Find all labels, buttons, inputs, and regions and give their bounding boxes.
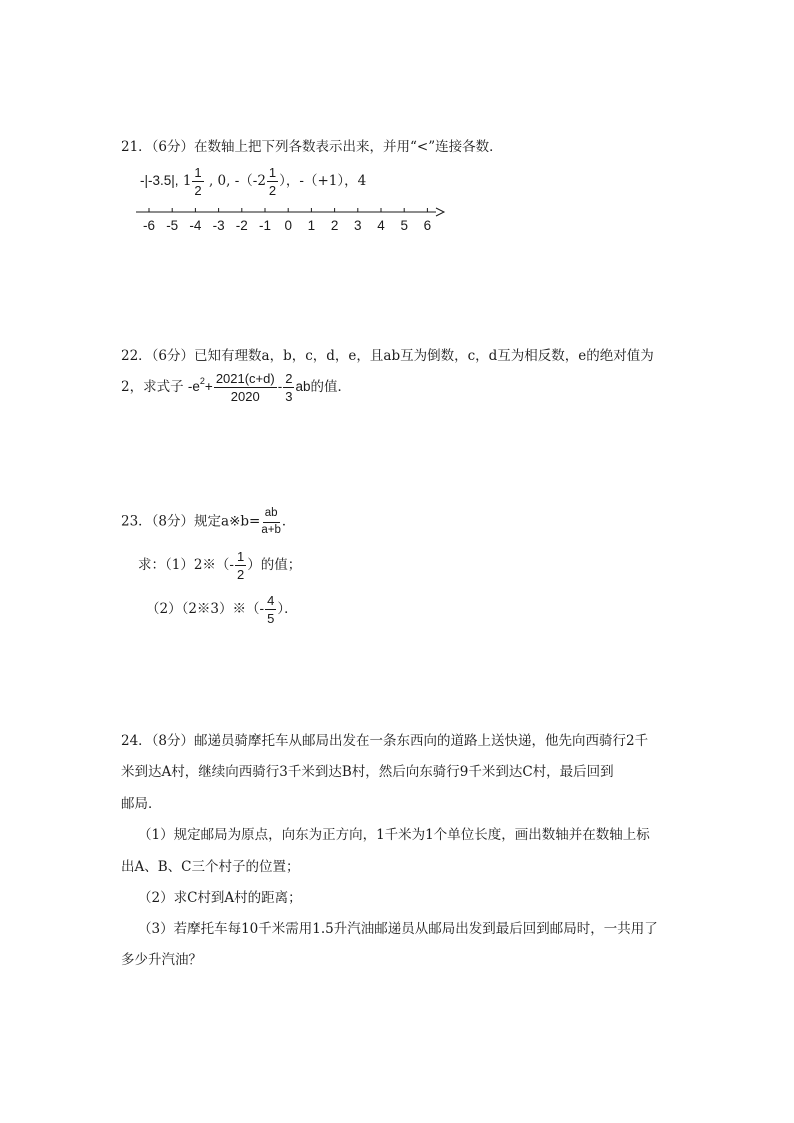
q22-f-num: 2021(c+d): [215, 371, 275, 386]
q23-p2-den: 5: [267, 611, 275, 626]
tick-label: 6: [423, 218, 432, 233]
q24-line3: 邮局．: [121, 796, 162, 812]
tick-label: -6: [142, 218, 156, 233]
tick-label: -1: [258, 218, 272, 233]
q23-p1-den: 2: [237, 567, 245, 582]
q24-line1: 24．（8分）邮递员骑摩托车从邮局出发在一条东西向的道路上送快递，他先向西骑行2千: [121, 733, 649, 749]
q22-term1: -e: [187, 379, 200, 394]
q23-p2-num: 4: [267, 593, 275, 608]
tick-label: 0: [284, 218, 292, 233]
q24-part2: （2）求C村到A村的距离；: [138, 890, 302, 906]
q23-p1-post: ）的值；: [247, 557, 302, 573]
q21-n3-frac: [267, 166, 278, 197]
q22-g-den: 3: [285, 389, 293, 404]
q23-p1-fraction: [235, 550, 246, 581]
q22-tail: 的值．: [310, 379, 351, 395]
q21-n2-frac: [192, 166, 203, 197]
tick-label: 2: [330, 218, 339, 233]
q23-part2: [146, 594, 298, 625]
q23-definition-fraction: [261, 508, 281, 536]
q23-p2-pre: （2）（2※3）※（-: [146, 601, 265, 617]
q22-exp: 2: [199, 376, 205, 386]
tick-label: 5: [400, 218, 408, 233]
tick-label: -3: [212, 218, 225, 233]
q24-part3-a: （3）若摩托车每10千米需用1.5升汽油邮递员从邮局出发到最后回到邮局时，一共用了: [138, 921, 658, 937]
q21-heading: 21．（6分）在数轴上把下列各数表示出来，并用“<”连接各数．: [121, 139, 503, 155]
q21-n4: ），-（+1），4: [279, 173, 367, 189]
q23-part1: [138, 550, 301, 581]
q24-line2: 米到达A村，继续向西骑行3千米到达B村，然后向东骑行9千米到达C村，最后回到: [121, 764, 614, 780]
tick-label: -5: [166, 218, 179, 233]
q22-line1: 22．（6分）已知有理数a，b，c，d，e，且ab互为倒数，c，d互为相反数，e的绝对值为: [121, 348, 654, 364]
axis-arrow-icon: [436, 208, 444, 216]
q22-fraction-1: [214, 372, 277, 403]
q23-f-den: a+b: [261, 523, 281, 536]
q24-part1-a: （1）规定邮局为原点，向东为正方向，1千米为1个单位长度，画出数轴并在数轴上标: [138, 827, 650, 843]
q21-n3-den: 2: [268, 183, 277, 198]
q22-plus: +: [204, 379, 213, 394]
q22-fraction-2: [283, 372, 294, 403]
q23-heading: [121, 508, 295, 536]
q22-minus: -: [277, 379, 283, 394]
q22-ab: ab: [295, 379, 311, 394]
q21-n2-den: 2: [194, 183, 202, 198]
q21-n2-num: 1: [194, 165, 202, 180]
q23-p1-num: 1: [237, 549, 245, 564]
q21-n1: -|-3.5|,: [140, 173, 179, 188]
q21-n3-num: 1: [268, 165, 277, 180]
tick-label: -4: [189, 218, 202, 233]
tick-label: 3: [354, 218, 362, 233]
q24-part3-b: 多少升汽油？: [121, 952, 202, 968]
q23-p1-pre: 求：（1）2※（-: [138, 557, 234, 573]
q21-number-line: [136, 203, 456, 235]
tick-label: 1: [307, 218, 316, 233]
tick-label: -2: [235, 218, 248, 233]
q24-part1-b: 出A、B、C三个村子的位置；: [121, 859, 300, 875]
q22-line2: [121, 372, 351, 403]
q22-line2-pre: 2，求式子: [121, 379, 184, 395]
q22-g-num: 2: [285, 371, 293, 386]
q23-f-num: ab: [263, 508, 280, 523]
q21-n2-whole: 1: [182, 173, 192, 189]
tick-label: 4: [377, 218, 385, 233]
q22-f-den: 2020: [230, 389, 260, 404]
q23-head: 23．（8分）规定a※b=: [121, 513, 261, 530]
q21-sep: , 0, -（-2: [208, 173, 266, 189]
q23-p2-fraction: [265, 594, 276, 625]
q21-numbers: [140, 166, 366, 197]
q23-p2-post: ）．: [277, 601, 298, 617]
q23-dot: ．: [281, 513, 296, 530]
